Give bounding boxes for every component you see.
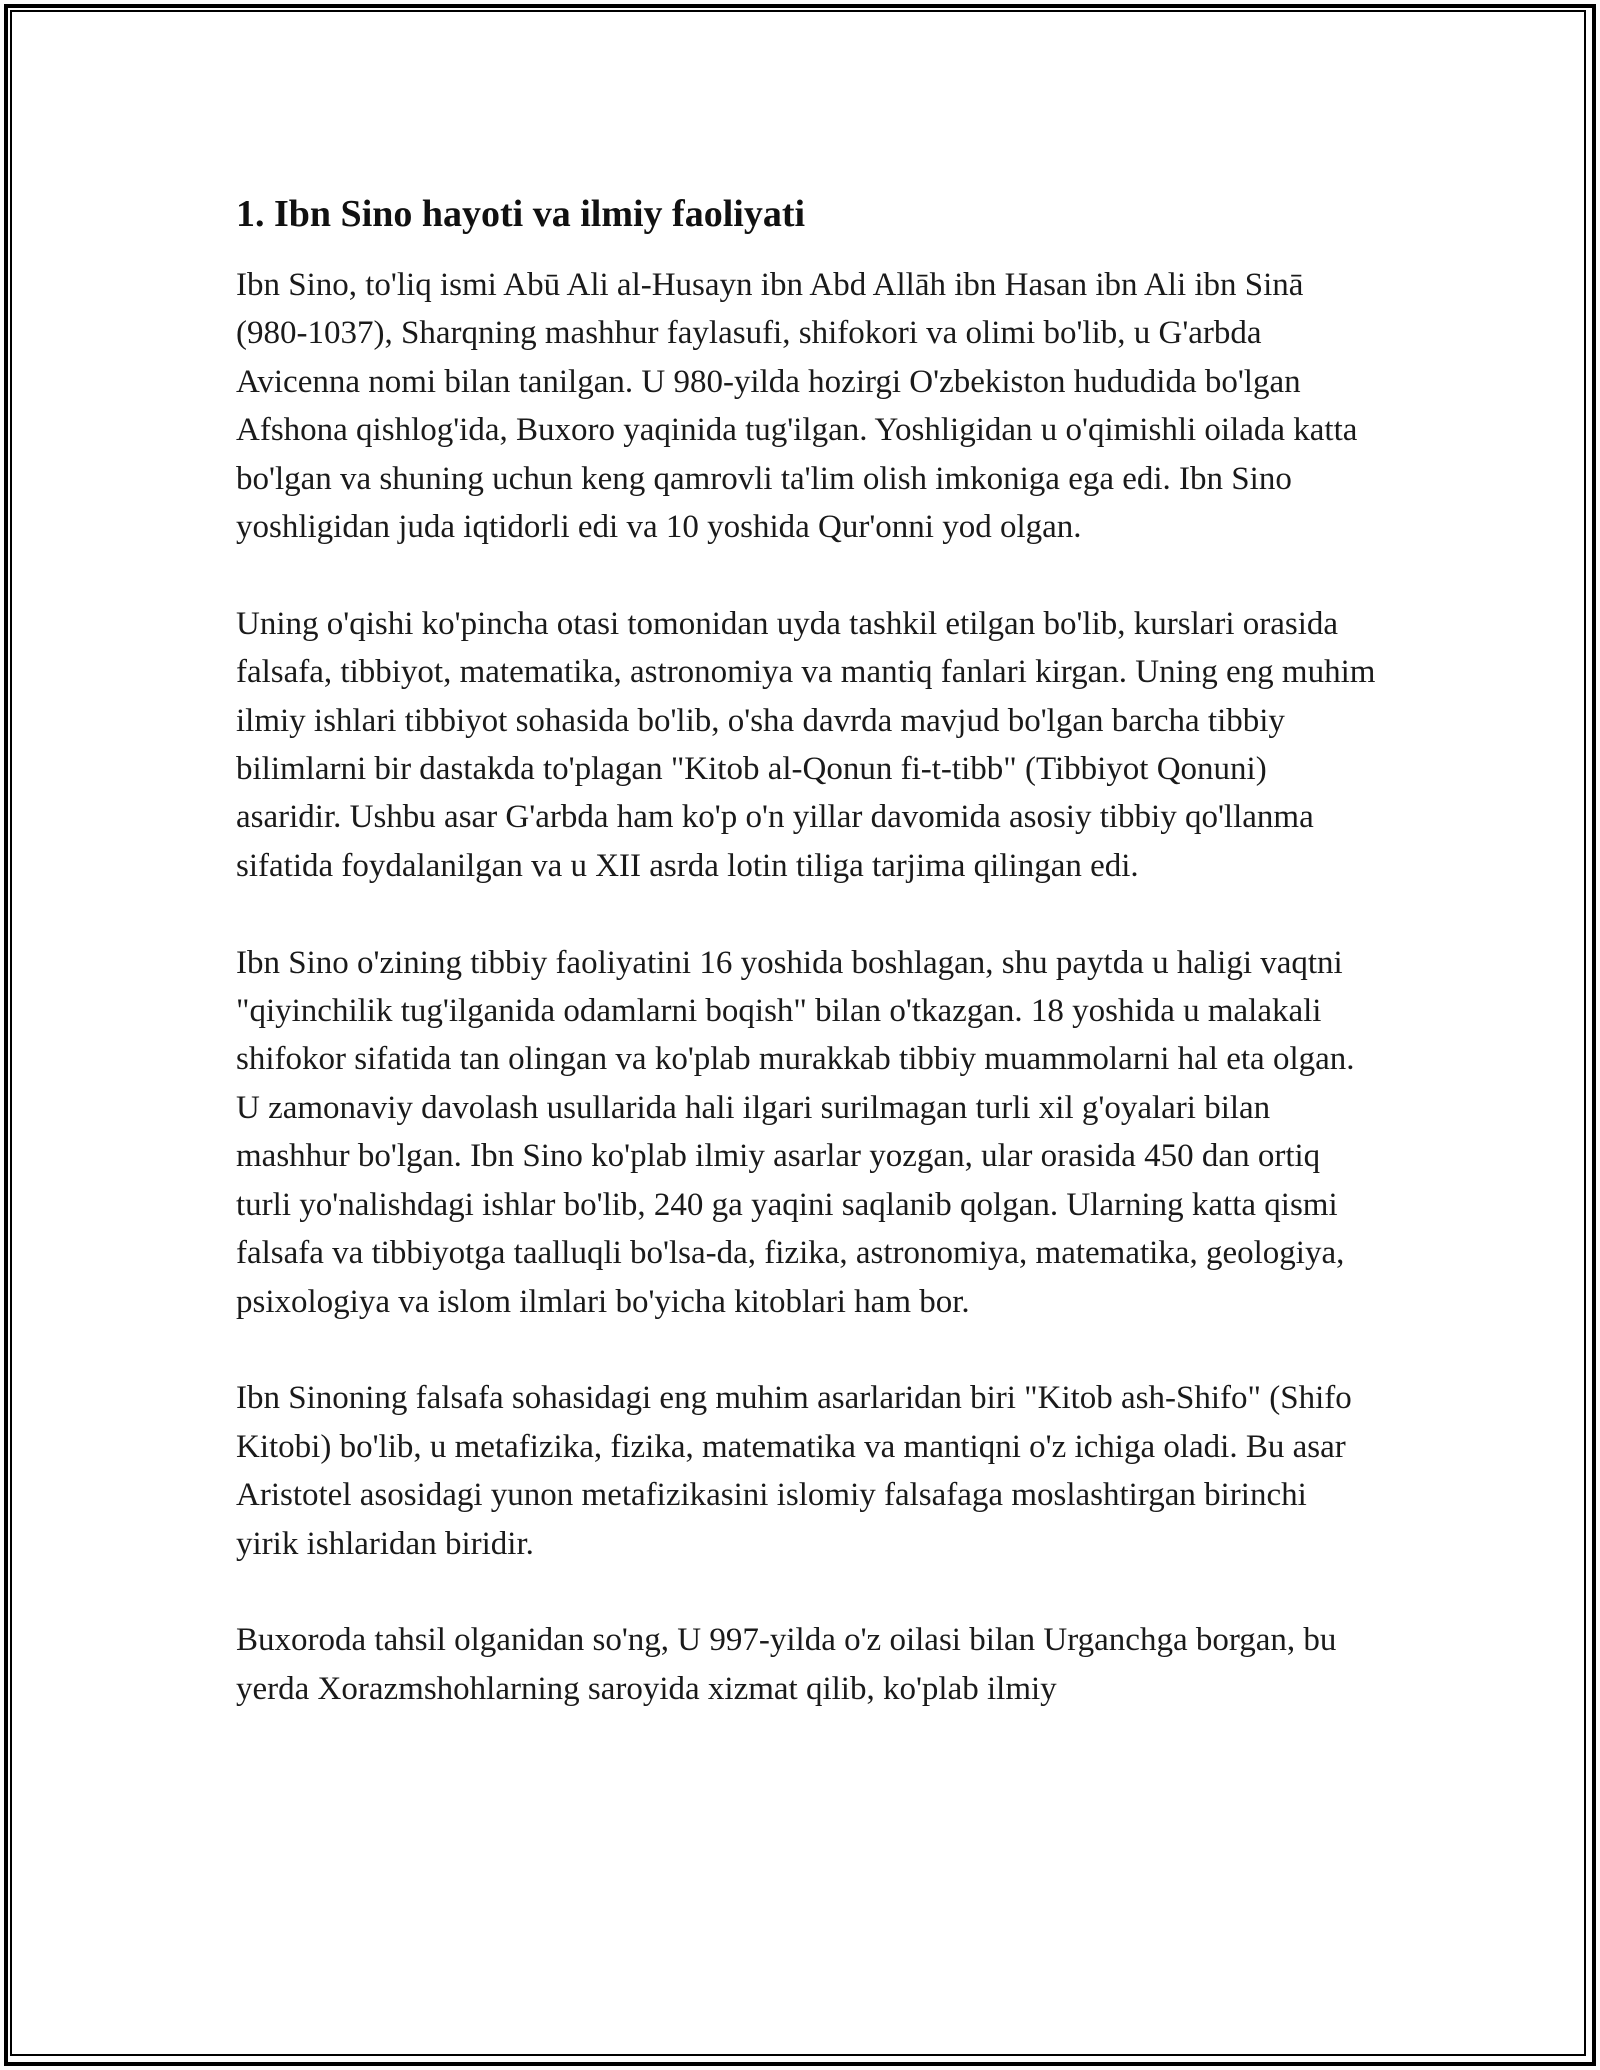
paragraph-3: Ibn Sino o'zining tibbiy faoliyatini 16 yoshida boshlagan, shu paytda u haligi vaqtni "qiyinchilik tug'ilganida odamlarni boqish" bilan o'tkazgan. 18 yoshida u malakali shifokor sifatida tan olingan va ko'plab murakkab tibbiy muammolarni hal eta olgan. U zamonaviy davolash usullarida hali ilgari surilmagan turli xil g'oyalari bilan mashhur bo'lgan. Ibn Sino ko'plab ilmiy asarlar yozgan, ular orasida 450 dan ortiq turli yo'nalishdagi ishlar bo'lib, 240 ga yaqini saqlanib qolgan. Ularning katta qismi falsafa va tibbiyotga taalluqli bo'lsa-da, fizika, astronomiya, matematika, geologiya, psixologiya va islom ilmlari bo'yicha kitoblari ham bor. [236,944,1355,1320]
paragraph-1: Ibn Sino, to'liq ismi Abū Ali al-Husayn ibn Abd Allāh ibn Hasan ibn Ali ibn Sinā (980-1037), Sharqning mashhur faylasufi, shifokori va olimi bo'lib, u G'arbda Avicenna nomi bilan tanilgan. U 980-yilda hozirgi O'zbekiston hududida bo'lgan Afshona qishlog'ida, Buxoro yaqinida tug'ilgan. Yoshligidan u o'qimishli oilada katta bo'lgan va shuning uchun keng qamrovli ta'lim olish imkoniga ega edi. Ibn Sino yoshligidan juda iqtidorli edi va 10 yoshida Qur'onni yod olgan. [236,267,1358,546]
document-body [236,190,1376,1713]
section-heading: 1. Ibn Sino hayoti va ilmiy faoliyati [236,193,806,235]
paragraph-4: Ibn Sinoning falsafa sohasidagi eng muhim asarlaridan biri "Kitob ash-Shifo" (Shifo Kitobi) bo'lib, u metafizika, fizika, matematika va mantiqni o'z ichiga oladi. Bu asar Aristotel asosidagi yunon metafizikasini islomiy falsafaga moslashtirgan birinchi yirik ishlaridan biridir. [236,1380,1352,1562]
paragraph-2: Uning o'qishi ko'pincha otasi tomonidan uyda tashkil etilgan bo'lib, kurslari orasida falsafa, tibbiyot, matematika, astronomiya va mantiq fanlari kirgan. Uning eng muhim ilmiy ishlari tibbiyot sohasida bo'lib, o'sha davrda mavjud bo'lgan barcha tibbiy bilimlarni bir dastakda to'plagan "Kitob al-Qonun fi-t-tibb" (Tibbiyot Qonuni) asaridir. Ushbu asar G'arbda ham ko'p o'n yillar davomida asosiy tibbiy qo'llanma sifatida foydalanilgan va u XII asrda lotin tiliga tarjima qilingan edi. [236,605,1376,884]
paragraph-5: Buxoroda tahsil olganidan so'ng, U 997-yilda o'z oilasi bilan Urganchga borgan, bu yerda Xorazmshohlarning saroyida xizmat qilib, ko'plab ilmiy [236,1622,1337,1707]
